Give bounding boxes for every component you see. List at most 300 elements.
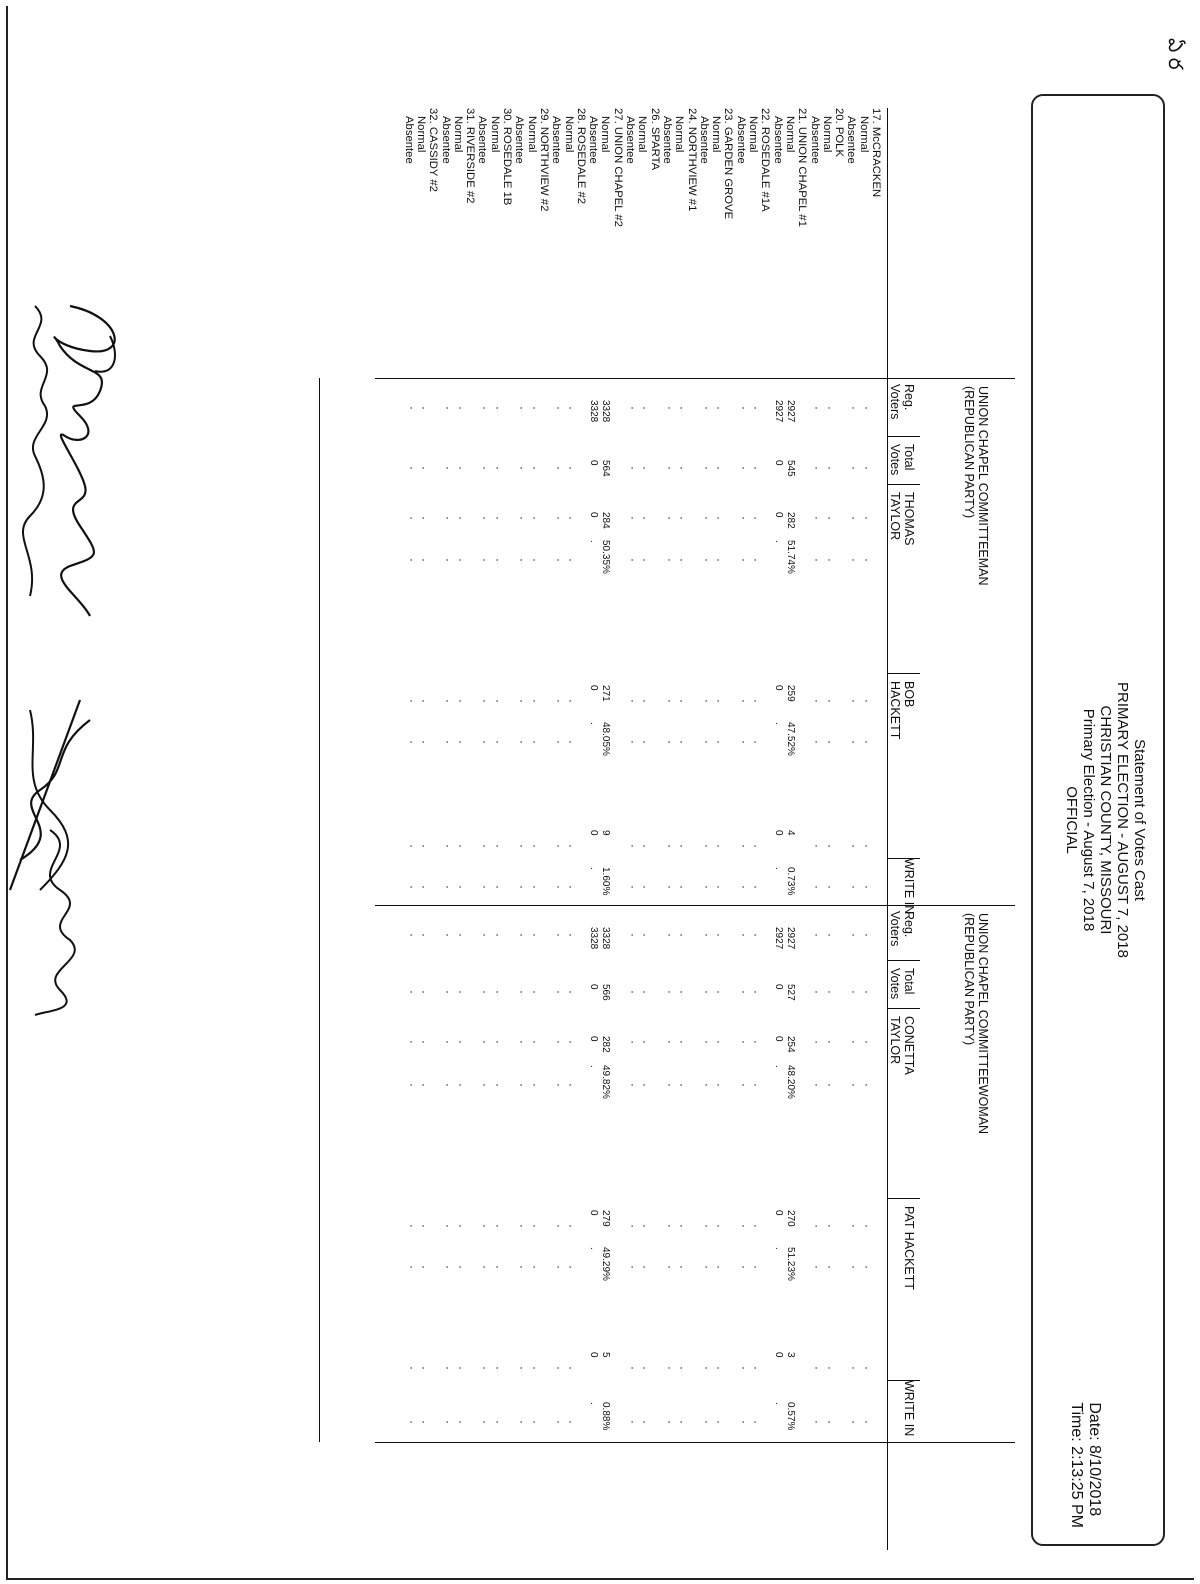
committeewoman-cell-w: 3	[784, 1352, 796, 1358]
empty-cell-dot: ·	[736, 990, 751, 994]
empty-cell-dot: ·	[712, 885, 727, 889]
empty-cell-dot: ·	[441, 1040, 456, 1044]
empty-cell-dot: ·	[404, 933, 419, 937]
empty-cell-dot: ·	[453, 933, 468, 937]
empty-cell-dot: ·	[699, 558, 714, 562]
empty-cell-dot: ·	[847, 844, 862, 848]
empty-cell-dot: ·	[847, 1224, 862, 1228]
empty-cell-dot: ·	[626, 740, 640, 744]
signature-scrawl-2	[0, 296, 60, 616]
empty-cell-dot: ·	[662, 558, 677, 562]
empty-cell-dot: ·	[478, 1083, 493, 1087]
empty-cell-dot: ·	[404, 699, 419, 703]
precinct-name: 21. UNION CHAPEL #1	[796, 108, 809, 227]
empty-cell-dot: ·	[564, 1224, 579, 1228]
empty-cell-dot: ·	[404, 990, 419, 994]
empty-cell-dot: ·	[859, 1040, 874, 1044]
empty-cell-dot: ·	[552, 933, 567, 937]
precinct-name: 32. CASSIDY #2	[427, 108, 440, 192]
empty-cell-dot: ·	[441, 699, 456, 703]
empty-cell-dot: ·	[675, 1366, 690, 1370]
vote-type-label: Normal	[525, 116, 538, 153]
empty-cell-dot: ·	[675, 1040, 690, 1044]
vote-type-label: Absentee	[513, 116, 526, 164]
empty-cell-dot: ·	[736, 1366, 751, 1370]
empty-cell-dot: ·	[478, 740, 493, 744]
committeewoman-cell-reg: 3328	[588, 927, 600, 950]
empty-cell-dot: ·	[416, 885, 431, 889]
empty-cell-dot: ·	[675, 699, 690, 703]
committeeman-col-header-total: Votes	[888, 444, 902, 476]
empty-cell-dot: ·	[699, 1040, 714, 1044]
empty-cell-dot: ·	[453, 1366, 468, 1370]
empty-cell-dot: ·	[712, 1366, 727, 1370]
empty-cell-dot: ·	[552, 1366, 567, 1370]
empty-cell-dot: ·	[515, 1366, 530, 1370]
empty-cell-dot: ·	[822, 1366, 837, 1370]
empty-cell-dot: ·	[699, 406, 714, 410]
empty-cell-dot: ·	[859, 1366, 874, 1370]
committeeman-cell-c1p: .	[588, 540, 600, 543]
empty-cell-dot: ·	[404, 1224, 419, 1228]
empty-cell-dot: ·	[453, 1224, 468, 1228]
empty-cell-dot: ·	[638, 699, 653, 703]
empty-cell-dot: ·	[490, 740, 505, 744]
empty-cell-dot: ·	[749, 1040, 763, 1044]
committeeman-header-tick	[888, 484, 920, 485]
empty-cell-dot: ·	[478, 516, 493, 520]
empty-cell-dot: ·	[859, 1265, 874, 1269]
empty-cell-dot: ·	[736, 740, 751, 744]
empty-cell-dot: ·	[404, 466, 419, 470]
empty-cell-dot: ·	[822, 1420, 837, 1424]
empty-cell-dot: ·	[478, 990, 493, 994]
committeewoman-cell-total: 566	[600, 984, 612, 1001]
empty-cell-dot: ·	[441, 844, 456, 848]
empty-cell-dot: ·	[675, 516, 690, 520]
empty-cell-dot: ·	[564, 406, 579, 410]
committeewoman-col-header-cand2: PAT HACKETT	[902, 1206, 916, 1291]
empty-cell-dot: ·	[515, 1224, 530, 1228]
empty-cell-dot: ·	[859, 1083, 874, 1087]
empty-cell-dot: ·	[515, 885, 530, 889]
empty-cell-dot: ·	[515, 844, 530, 848]
empty-cell-dot: ·	[662, 466, 677, 470]
empty-cell-dot: ·	[552, 1040, 567, 1044]
empty-cell-dot: ·	[527, 990, 542, 994]
empty-cell-dot: ·	[638, 1265, 653, 1269]
page-mark: ఏ ర	[1164, 38, 1186, 70]
empty-cell-dot: ·	[515, 740, 530, 744]
empty-cell-dot: ·	[490, 1366, 505, 1370]
committeeman-cell-c1: 0	[772, 512, 784, 518]
precinct-name: 26. SPARTA	[648, 108, 661, 171]
empty-cell-dot: ·	[859, 990, 874, 994]
empty-cell-dot: ·	[527, 558, 542, 562]
vote-type-label: Absentee	[550, 116, 563, 164]
empty-cell-dot: ·	[749, 1420, 763, 1424]
precinct-name: 20. POLK	[833, 108, 846, 157]
empty-cell-dot: ·	[626, 558, 640, 562]
empty-cell-dot: ·	[478, 885, 493, 889]
empty-cell-dot: ·	[699, 1265, 714, 1269]
empty-cell-dot: ·	[749, 1265, 763, 1269]
vote-type-label: Absentee	[402, 116, 415, 164]
vote-type-label: Normal	[710, 116, 723, 153]
report-header	[1031, 94, 1165, 1546]
empty-cell-dot: ·	[699, 740, 714, 744]
empty-cell-dot: ·	[749, 699, 763, 703]
empty-cell-dot: ·	[626, 466, 640, 470]
title-line: OFFICIAL	[1063, 786, 1080, 854]
committeeman-cell-wp: 0.73%	[784, 867, 796, 896]
empty-cell-dot: ·	[822, 740, 837, 744]
empty-cell-dot: ·	[416, 740, 431, 744]
empty-cell-dot: ·	[699, 1366, 714, 1370]
empty-cell-dot: ·	[478, 933, 493, 937]
empty-cell-dot: ·	[699, 990, 714, 994]
vote-type-label: Normal	[820, 116, 833, 153]
empty-cell-dot: ·	[564, 1040, 579, 1044]
committeewoman-header-tick	[888, 1380, 920, 1381]
empty-cell-dot: ·	[712, 699, 727, 703]
empty-cell-dot: ·	[675, 1420, 690, 1424]
committeeman-cell-total: 0	[772, 460, 784, 466]
empty-cell-dot: ·	[441, 1265, 456, 1269]
empty-cell-dot: ·	[749, 885, 763, 889]
empty-cell-dot: ·	[564, 558, 579, 562]
empty-cell-dot: ·	[749, 466, 763, 470]
empty-cell-dot: ·	[736, 1265, 751, 1269]
committeeman-col-header-total: Total	[902, 444, 916, 471]
empty-cell-dot: ·	[699, 466, 714, 470]
committeewoman-header-tick	[888, 1198, 920, 1199]
empty-cell-dot: ·	[810, 466, 825, 470]
committeewoman-cell-reg: 2927	[784, 927, 796, 950]
empty-cell-dot: ·	[453, 466, 468, 470]
empty-cell-dot: ·	[453, 558, 468, 562]
empty-cell-dot: ·	[527, 1040, 542, 1044]
empty-cell-dot: ·	[736, 844, 751, 848]
empty-cell-dot: ·	[859, 558, 874, 562]
empty-cell-dot: ·	[662, 516, 677, 520]
empty-cell-dot: ·	[552, 466, 567, 470]
empty-cell-dot: ·	[453, 516, 468, 520]
empty-cell-dot: ·	[749, 558, 763, 562]
empty-cell-dot: ·	[749, 516, 763, 520]
empty-cell-dot: ·	[822, 844, 837, 848]
empty-cell-dot: ·	[847, 1420, 862, 1424]
empty-cell-dot: ·	[626, 516, 640, 520]
empty-cell-dot: ·	[712, 1083, 727, 1087]
empty-cell-dot: ·	[749, 1366, 763, 1370]
empty-cell-dot: ·	[675, 558, 690, 562]
empty-cell-dot: ·	[822, 885, 837, 889]
empty-cell-dot: ·	[515, 1083, 530, 1087]
empty-cell-dot: ·	[552, 1224, 567, 1228]
empty-cell-dot: ·	[441, 1420, 456, 1424]
committeewoman-cell-wp: .	[772, 1402, 784, 1405]
empty-cell-dot: ·	[552, 1420, 567, 1424]
committeewoman-cell-c2: 0	[588, 1210, 600, 1216]
empty-cell-dot: ·	[490, 1040, 505, 1044]
empty-cell-dot: ·	[712, 844, 727, 848]
empty-cell-dot: ·	[749, 406, 763, 410]
empty-cell-dot: ·	[490, 844, 505, 848]
committeewoman-title: UNION CHAPEL COMMITTEEWOMAN	[976, 913, 990, 1135]
empty-cell-dot: ·	[552, 844, 567, 848]
empty-cell-dot: ·	[810, 740, 825, 744]
vote-type-label: Normal	[488, 116, 501, 153]
empty-cell-dot: ·	[404, 1420, 419, 1424]
empty-cell-dot: ·	[749, 990, 763, 994]
empty-cell-dot: ·	[478, 558, 493, 562]
empty-cell-dot: ·	[626, 1040, 640, 1044]
empty-cell-dot: ·	[416, 1224, 431, 1228]
empty-cell-dot: ·	[699, 1083, 714, 1087]
empty-cell-dot: ·	[441, 990, 456, 994]
empty-cell-dot: ·	[712, 406, 727, 410]
empty-cell-dot: ·	[675, 1265, 690, 1269]
empty-cell-dot: ·	[675, 933, 690, 937]
empty-cell-dot: ·	[564, 1265, 579, 1269]
empty-cell-dot: ·	[736, 933, 751, 937]
committeewoman-cell-c1p: 49.82%	[600, 1065, 612, 1099]
empty-cell-dot: ·	[441, 1366, 456, 1370]
empty-cell-dot: ·	[552, 990, 567, 994]
committeewoman-party: (REPUBLICAN PARTY)	[962, 913, 976, 1046]
empty-cell-dot: ·	[847, 558, 862, 562]
empty-cell-dot: ·	[859, 1224, 874, 1228]
committeewoman-col-header-reg: Reg.	[902, 911, 916, 938]
empty-cell-dot: ·	[441, 740, 456, 744]
vote-type-label: Absentee	[624, 116, 637, 164]
empty-cell-dot: ·	[515, 1265, 530, 1269]
vote-type-label: Normal	[857, 116, 870, 153]
committeeman-header-tick	[888, 673, 920, 674]
precinct-name: 17. McCRACKEN	[870, 108, 882, 198]
empty-cell-dot: ·	[662, 1366, 677, 1370]
committeewoman-cell-c2p: .	[772, 1247, 784, 1250]
empty-cell-dot: ·	[638, 466, 653, 470]
empty-cell-dot: ·	[490, 1224, 505, 1228]
vote-type-label: Normal	[599, 116, 612, 153]
committeewoman-cell-reg: 3328	[600, 927, 612, 950]
empty-cell-dot: ·	[699, 1224, 714, 1228]
empty-cell-dot: ·	[490, 1265, 505, 1269]
empty-cell-dot: ·	[564, 1366, 579, 1370]
empty-cell-dot: ·	[527, 844, 542, 848]
empty-cell-dot: ·	[564, 1420, 579, 1424]
empty-cell-dot: ·	[527, 699, 542, 703]
empty-cell-dot: ·	[712, 516, 727, 520]
empty-cell-dot: ·	[810, 1420, 825, 1424]
empty-cell-dot: ·	[859, 1420, 874, 1424]
empty-cell-dot: ·	[638, 844, 653, 848]
table-right-border	[375, 1442, 1015, 1443]
committeeman-cell-reg: 3328	[588, 400, 600, 423]
empty-cell-dot: ·	[822, 516, 837, 520]
empty-cell-dot: ·	[490, 699, 505, 703]
empty-cell-dot: ·	[810, 885, 825, 889]
empty-cell-dot: ·	[416, 1040, 431, 1044]
empty-cell-dot: ·	[527, 1265, 542, 1269]
empty-cell-dot: ·	[859, 516, 874, 520]
empty-cell-dot: ·	[662, 1265, 677, 1269]
empty-cell-dot: ·	[404, 406, 419, 410]
empty-cell-dot: ·	[478, 466, 493, 470]
empty-cell-dot: ·	[626, 933, 640, 937]
precinct-name: 27. UNION CHAPEL #2	[611, 108, 624, 227]
committeeman-header-tick	[888, 858, 920, 859]
empty-cell-dot: ·	[736, 406, 751, 410]
empty-cell-dot: ·	[552, 558, 567, 562]
empty-cell-dot: ·	[404, 885, 419, 889]
empty-cell-dot: ·	[515, 466, 530, 470]
empty-cell-dot: ·	[564, 933, 579, 937]
report-date-time	[1067, 1402, 1103, 1528]
empty-cell-dot: ·	[490, 516, 505, 520]
empty-cell-dot: ·	[515, 516, 530, 520]
empty-cell-dot: ·	[662, 885, 677, 889]
precinct-name: 24. NORTHVIEW #1	[685, 108, 698, 212]
signature-scrawl-4	[10, 820, 90, 1020]
committeewoman-cell-c2: 0	[772, 1210, 784, 1216]
empty-cell-dot: ·	[810, 1040, 825, 1044]
empty-cell-dot: ·	[416, 558, 431, 562]
empty-cell-dot: ·	[712, 740, 727, 744]
vote-type-label: Absentee	[808, 116, 821, 164]
empty-cell-dot: ·	[810, 699, 825, 703]
committeewoman-cell-wp: .	[588, 1402, 600, 1405]
empty-cell-dot: ·	[626, 990, 640, 994]
empty-cell-dot: ·	[515, 558, 530, 562]
committeeman-cell-wp: .	[772, 867, 784, 870]
committeewoman-cell-total: 0	[772, 984, 784, 990]
empty-cell-dot: ·	[712, 466, 727, 470]
committeewoman-cell-c1p: 48.20%	[784, 1065, 796, 1099]
empty-cell-dot: ·	[712, 1040, 727, 1044]
empty-cell-dot: ·	[490, 933, 505, 937]
committeewoman-cell-wp: 0.88%	[600, 1402, 612, 1431]
title-line: Statement of Votes Cast	[1131, 739, 1148, 901]
table-bottom-rule	[319, 378, 320, 1442]
empty-cell-dot: ·	[552, 406, 567, 410]
empty-cell-dot: ·	[662, 1224, 677, 1228]
empty-cell-dot: ·	[453, 740, 468, 744]
empty-cell-dot: ·	[822, 558, 837, 562]
empty-cell-dot: ·	[416, 406, 431, 410]
empty-cell-dot: ·	[626, 1083, 640, 1087]
empty-cell-dot: ·	[822, 1265, 837, 1269]
empty-cell-dot: ·	[416, 516, 431, 520]
committeewoman-col-header-reg: Voters	[888, 911, 902, 947]
empty-cell-dot: ·	[675, 740, 690, 744]
vote-type-label: Normal	[636, 116, 649, 153]
empty-cell-dot: ·	[847, 990, 862, 994]
empty-cell-dot: ·	[736, 1083, 751, 1087]
empty-cell-dot: ·	[662, 844, 677, 848]
empty-cell-dot: ·	[404, 844, 419, 848]
empty-cell-dot: ·	[810, 1366, 825, 1370]
title-line: Primary Election - August 7, 2018	[1080, 708, 1097, 932]
empty-cell-dot: ·	[626, 844, 640, 848]
vote-type-label: Absentee	[697, 116, 710, 164]
empty-cell-dot: ·	[810, 1265, 825, 1269]
empty-cell-dot: ·	[404, 516, 419, 520]
committeeman-cell-c1: 282	[784, 512, 796, 529]
empty-cell-dot: ·	[490, 1083, 505, 1087]
committeeman-party: (REPUBLICAN PARTY)	[962, 386, 976, 519]
empty-cell-dot: ·	[527, 1420, 542, 1424]
empty-cell-dot: ·	[416, 1366, 431, 1370]
committeeman-cell-total: 0	[588, 460, 600, 466]
title-line: CHRISTIAN COUNTY, MISSOURI	[1097, 705, 1114, 935]
committeeman-cell-c2p: 48.05%	[600, 722, 612, 756]
empty-cell-dot: ·	[527, 740, 542, 744]
empty-cell-dot: ·	[404, 1040, 419, 1044]
empty-cell-dot: ·	[416, 1265, 431, 1269]
committeeman-cell-c2: 259	[784, 685, 796, 702]
empty-cell-dot: ·	[564, 990, 579, 994]
committeewoman-col-header-total: Total	[902, 968, 916, 995]
empty-cell-dot: ·	[638, 740, 653, 744]
empty-cell-dot: ·	[736, 466, 751, 470]
committeeman-col-header-reg: Voters	[888, 384, 902, 420]
committeeman-col-header-cand1: TAYLOR	[888, 492, 902, 541]
empty-cell-dot: ·	[404, 1265, 419, 1269]
precinct-name: 31. RIVERSIDE #2	[464, 108, 477, 204]
empty-cell-dot: ·	[564, 885, 579, 889]
vote-type-label: Absentee	[439, 116, 452, 164]
empty-cell-dot: ·	[662, 406, 677, 410]
empty-cell-dot: ·	[749, 1224, 763, 1228]
committeeman-cell-reg: 2927	[772, 400, 784, 423]
precinct-list	[402, 108, 882, 378]
committeewoman-divider	[375, 905, 1015, 906]
empty-cell-dot: ·	[552, 516, 567, 520]
empty-cell-dot: ·	[810, 990, 825, 994]
empty-cell-dot: ·	[638, 990, 653, 994]
empty-cell-dot: ·	[478, 1366, 493, 1370]
precinct-name: 28. ROSEDALE #2	[574, 108, 587, 205]
vote-type-label: Normal	[451, 116, 464, 153]
empty-cell-dot: ·	[490, 406, 505, 410]
report-time: Time: 2:13:25 PM	[1068, 1402, 1085, 1528]
empty-cell-dot: ·	[626, 885, 640, 889]
empty-cell-dot: ·	[638, 1083, 653, 1087]
committeeman-cell-total: 564	[600, 460, 612, 477]
committeewoman-cell-c2: 279	[600, 1210, 612, 1227]
empty-cell-dot: ·	[847, 1265, 862, 1269]
committeewoman-cell-c1: 282	[600, 1036, 612, 1053]
committeeman-cell-total: 545	[784, 460, 796, 477]
committeeman-col-header-cand2: HACKETT	[888, 681, 902, 740]
empty-cell-dot: ·	[822, 990, 837, 994]
empty-cell-dot: ·	[453, 1420, 468, 1424]
empty-cell-dot: ·	[662, 990, 677, 994]
precinct-name: 30. ROSEDALE 1B	[501, 108, 514, 206]
empty-cell-dot: ·	[810, 558, 825, 562]
empty-cell-dot: ·	[404, 558, 419, 562]
empty-cell-dot: ·	[712, 933, 727, 937]
empty-cell-dot: ·	[736, 1420, 751, 1424]
empty-cell-dot: ·	[822, 699, 837, 703]
empty-cell-dot: ·	[626, 1265, 640, 1269]
committeeman-col-header-reg: Reg.	[902, 384, 916, 411]
empty-cell-dot: ·	[638, 1040, 653, 1044]
empty-cell-dot: ·	[416, 1083, 431, 1087]
